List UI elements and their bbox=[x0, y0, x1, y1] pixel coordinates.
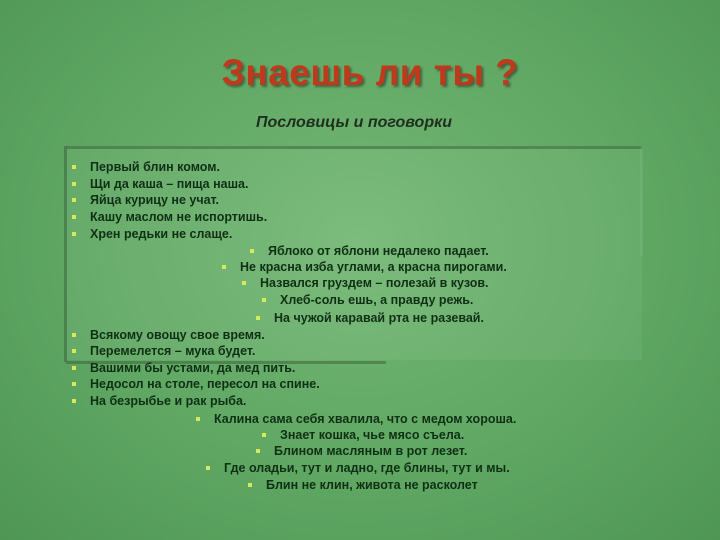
list-item-text: Калина сама себя хвалила, что с медом хороша. bbox=[214, 412, 517, 426]
bullet-icon bbox=[72, 165, 76, 169]
list-item-text: Где оладьи, тут и ладно, где блины, тут и мы. bbox=[224, 461, 510, 475]
list-item bbox=[72, 193, 219, 209]
list-item bbox=[196, 412, 516, 428]
bullet-icon bbox=[72, 232, 76, 236]
bullet-icon bbox=[72, 198, 76, 202]
bullet-icon bbox=[72, 333, 76, 337]
list-item bbox=[256, 444, 467, 460]
bullet-icon bbox=[72, 182, 76, 186]
list-item-text: Яблоко от яблони недалеко падает. bbox=[268, 244, 489, 258]
list-item-text: Первый блин комом. bbox=[90, 160, 220, 174]
bullet-icon bbox=[72, 366, 76, 370]
list-item bbox=[72, 377, 320, 393]
list-item-text: На чужой каравай рта не разевай. bbox=[274, 311, 484, 325]
bullet-icon bbox=[248, 483, 252, 487]
bullet-icon bbox=[250, 249, 254, 253]
list-item-text: Перемелется – мука будет. bbox=[90, 344, 256, 358]
list-item bbox=[72, 361, 295, 377]
list-item bbox=[262, 428, 464, 444]
bullet-icon bbox=[262, 433, 266, 437]
list-item-text: Не красна изба углами, а красна пирогами. bbox=[240, 260, 507, 274]
list-item-text: Блин не клин, живота не расколет bbox=[266, 478, 478, 492]
list-item-text: Блином масляным в рот лезет. bbox=[274, 444, 468, 458]
bullet-icon bbox=[72, 399, 76, 403]
bullet-icon bbox=[256, 316, 260, 320]
list-item-text: Вашими бы устами, да мед пить. bbox=[90, 361, 296, 375]
bullet-icon bbox=[256, 449, 260, 453]
list-item-text: Хлеб-соль ешь, а правду режь. bbox=[280, 293, 474, 307]
slide-subtitle: Пословицы и поговорки bbox=[256, 114, 452, 131]
bullet-icon bbox=[72, 215, 76, 219]
bullet-icon bbox=[72, 382, 76, 386]
bullet-icon bbox=[196, 417, 200, 421]
list-item-text: Яйца курицу не учат. bbox=[90, 193, 220, 207]
bullet-icon bbox=[262, 298, 266, 302]
bullet-icon bbox=[222, 265, 226, 269]
list-item bbox=[256, 311, 484, 327]
list-item bbox=[222, 260, 507, 276]
list-item bbox=[242, 276, 489, 292]
list-item-text: Кашу маслом не испортишь. bbox=[90, 210, 268, 224]
bullet-icon bbox=[242, 281, 246, 285]
list-item-text: Знает кошка, чье мясо съела. bbox=[280, 428, 465, 442]
slide-title: Знаешь ли ты ? bbox=[221, 52, 519, 93]
list-item-text: Хрен редьки не слаще. bbox=[90, 227, 233, 241]
list-item bbox=[262, 293, 473, 309]
list-item bbox=[72, 160, 220, 176]
list-item bbox=[72, 227, 232, 243]
list-item bbox=[72, 210, 267, 226]
list-item-text: Назвался груздем – полезай в кузов. bbox=[260, 276, 489, 290]
list-item-text: Недосол на столе, пересол на спине. bbox=[90, 377, 320, 391]
bullet-icon bbox=[206, 466, 210, 470]
list-item-text: Щи да каша – пища наша. bbox=[90, 177, 249, 191]
list-item bbox=[72, 177, 248, 193]
list-item-text: Всякому овощу свое время. bbox=[90, 328, 265, 342]
list-item bbox=[72, 344, 255, 360]
list-item-text: На безрыбье и рак рыба. bbox=[90, 394, 247, 408]
list-item bbox=[248, 478, 478, 494]
list-item bbox=[72, 394, 246, 410]
list-item bbox=[72, 328, 265, 344]
bullet-icon bbox=[72, 349, 76, 353]
list-item bbox=[250, 244, 489, 260]
list-item bbox=[206, 461, 510, 477]
